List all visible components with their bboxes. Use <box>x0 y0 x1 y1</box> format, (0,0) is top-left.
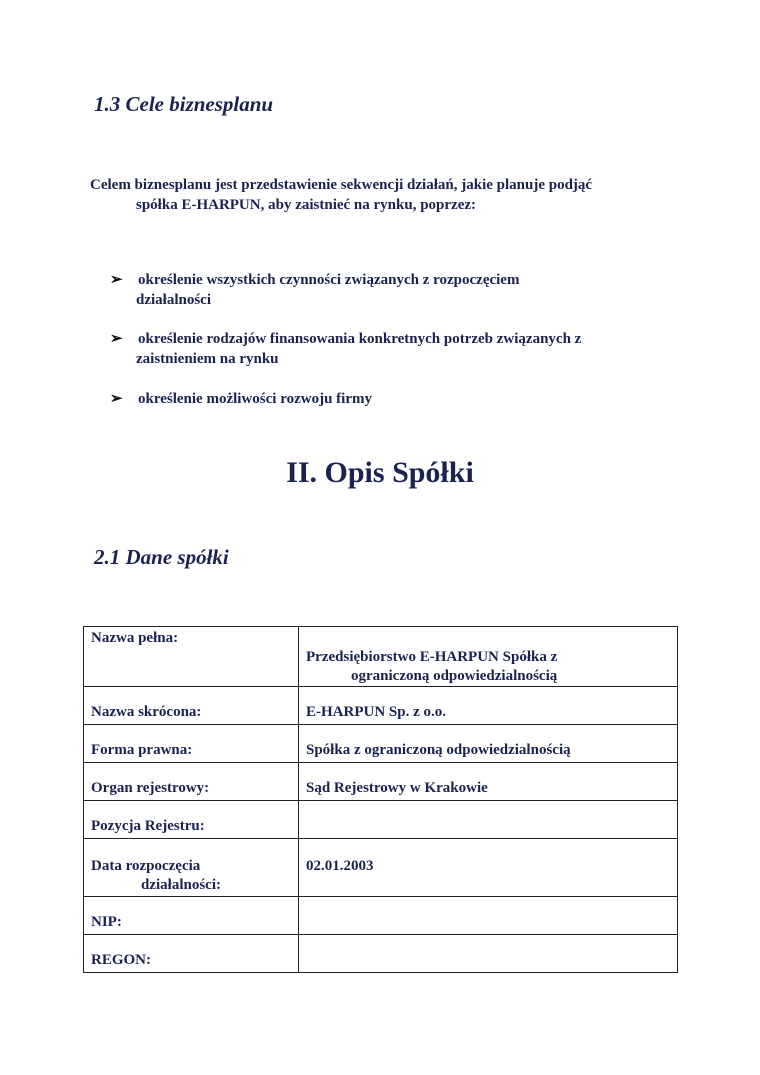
row-value-cell <box>299 801 678 839</box>
arrow-bullet-icon: ➢ <box>110 272 123 288</box>
row-label-cell: Forma prawna: <box>84 725 299 763</box>
row-value-cell: Spółka z ograniczoną odpowiedzialnością <box>299 725 678 763</box>
table-row <box>84 935 678 973</box>
table-row <box>84 763 678 801</box>
label-line-1: Data rozpoczęcia <box>91 858 201 874</box>
arrow-bullet-icon: ➢ <box>110 331 123 347</box>
row-label-cell: Nazwa skrócona: <box>84 687 299 725</box>
intro-line-1: Celem biznesplanu jest przedstawienie sekwencji działań, jakie planuje podjąć <box>90 177 593 193</box>
value-line-1: Przedsiębiorstwo E-HARPUN Spółka z <box>306 649 558 665</box>
company-data-table <box>83 626 678 973</box>
section-heading-cele: 1.3 Cele biznesplanu <box>94 92 274 116</box>
list-item <box>110 329 680 369</box>
row-value-cell <box>299 897 678 935</box>
table-row <box>84 839 678 897</box>
row-value-cell: Sąd Rejestrowy w Krakowie <box>299 763 678 801</box>
list-item <box>110 389 680 409</box>
intro-paragraph <box>90 175 680 215</box>
list-item-text: określenie wszystkich czynności związanych z rozpoczęciem <box>138 272 520 288</box>
table-row <box>84 627 678 687</box>
label-line-2: działalności: <box>141 877 222 893</box>
row-label-cell: Organ rejestrowy: <box>84 763 299 801</box>
row-value-cell <box>299 935 678 973</box>
table-row <box>84 801 678 839</box>
row-label-cell: NIP: <box>84 897 299 935</box>
list-item <box>110 270 680 310</box>
row-value-cell: 02.01.2003 <box>299 839 678 897</box>
row-label-cell: Pozycja Rejestru: <box>84 801 299 839</box>
list-item-text-cont: działalności <box>136 292 212 308</box>
section-heading-dane: 2.1 Dane spółki <box>94 545 229 569</box>
row-value-cell: E-HARPUN Sp. z o.o. <box>299 687 678 725</box>
intro-line-2: spółka E-HARPUN, aby zaistnieć na rynku, poprzez: <box>136 197 477 213</box>
list-item-text-cont: zaistnieniem na rynku <box>136 351 279 367</box>
arrow-bullet-icon: ➢ <box>110 391 123 407</box>
row-label-cell: REGON: <box>84 935 299 973</box>
value-line-2: ograniczoną odpowiedzialnością <box>351 668 558 684</box>
list-item-text: określenie rodzajów finansowania konkretnych potrzeb związanych z <box>138 331 582 347</box>
chapter-title: II. Opis Spółki <box>286 456 474 489</box>
row-value-cell <box>299 627 678 687</box>
table-row <box>84 897 678 935</box>
row-label-cell: Nazwa pełna: <box>84 627 299 687</box>
list-item-text: określenie możliwości rozwoju firmy <box>138 391 372 407</box>
table-row <box>84 687 678 725</box>
table-row <box>84 725 678 763</box>
row-label-cell <box>84 839 299 897</box>
